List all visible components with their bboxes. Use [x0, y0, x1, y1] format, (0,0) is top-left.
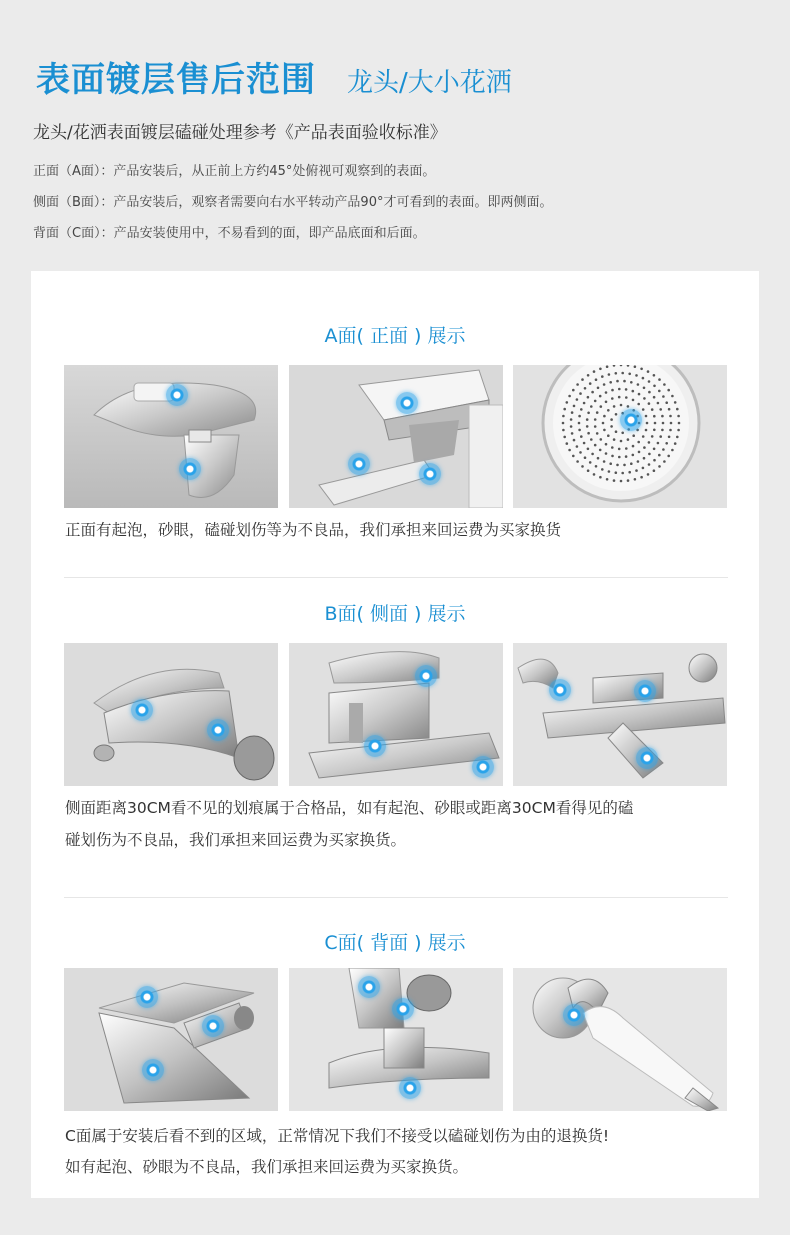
- marker-dot: [142, 1059, 164, 1081]
- marker-dot: [364, 735, 386, 757]
- definition-c: 背面（C面）：产品安装使用中，不易看到的面，即产品底面和后面。: [33, 226, 426, 241]
- definition-a: 正面（A面）：产品安装后，从正前上方约45°处俯视可观察到的表面。: [33, 164, 436, 179]
- reference-standard: 龙头/花洒表面镀层磕碰处理参考《产品表面验收标准》: [33, 123, 447, 143]
- photo-a3-shower-head: [513, 365, 727, 508]
- page-title: 表面镀层售后范围: [36, 60, 316, 100]
- marker-dot: [634, 680, 656, 702]
- page-header: [0, 0, 790, 270]
- definition-b: 侧面（B面）：产品安装后，观察者需要向右水平转动产品90°才可看到的表面。即两侧面。: [33, 195, 553, 210]
- photo-c3-hand-shower: [513, 968, 727, 1111]
- section-b-caption-line2: 碰划伤为不良品，我们承担来回运费为买家换货。: [65, 831, 407, 849]
- marker-dot: [472, 756, 494, 778]
- page-subtitle: 龙头/大小花洒: [347, 68, 512, 98]
- section-c-caption-line2: 如有起泡、砂眼为不良品，我们承担来回运费为买家换货。: [65, 1158, 469, 1176]
- marker-dot: [166, 384, 188, 406]
- marker-dot: [549, 679, 571, 701]
- marker-dot: [396, 392, 418, 414]
- marker-dot: [207, 719, 229, 741]
- photo-a2-basin-faucet: [289, 365, 503, 508]
- section-b-title: B面( 侧面 ) 展示: [324, 603, 466, 625]
- marker-dot: [136, 986, 158, 1008]
- marker-dot: [620, 409, 642, 431]
- photo-c2-mixer-back: [289, 968, 503, 1111]
- marker-dot: [202, 1015, 224, 1037]
- photo-b2-bath-mixer: [289, 643, 503, 786]
- section-divider: [64, 897, 728, 898]
- marker-dot: [415, 665, 437, 687]
- marker-dot: [419, 463, 441, 485]
- marker-dot: [131, 699, 153, 721]
- photo-b3-wall-mixer: [513, 643, 727, 786]
- marker-dot: [358, 976, 380, 998]
- marker-dot: [636, 747, 658, 769]
- section-c-title: C面( 背面 ) 展示: [324, 932, 466, 954]
- marker-dot: [399, 1077, 421, 1099]
- section-c-caption-line1: C面属于安装后看不到的区域，正常情况下我们不接受以磕碰划伤为由的退换货!: [65, 1127, 610, 1145]
- photo-a1-faucet-top: [64, 365, 278, 508]
- content-card: [31, 271, 759, 1198]
- photo-b1-faucet-side: [64, 643, 278, 786]
- marker-dot: [179, 458, 201, 480]
- marker-dot: [563, 1004, 585, 1026]
- marker-dot: [348, 453, 370, 475]
- section-a-caption: 正面有起泡，砂眼，磕碰划伤等为不良品，我们承担来回运费为买家换货: [65, 521, 562, 539]
- section-a-title: A面( 正面 ) 展示: [324, 325, 466, 347]
- photo-c1-faucet-back: [64, 968, 278, 1111]
- section-divider: [64, 577, 728, 578]
- section-b-caption-line1: 侧面距离30CM看不见的划痕属于合格品，如有起泡、砂眼或距离30CM看得见的磕: [65, 799, 634, 817]
- marker-dot: [392, 998, 414, 1020]
